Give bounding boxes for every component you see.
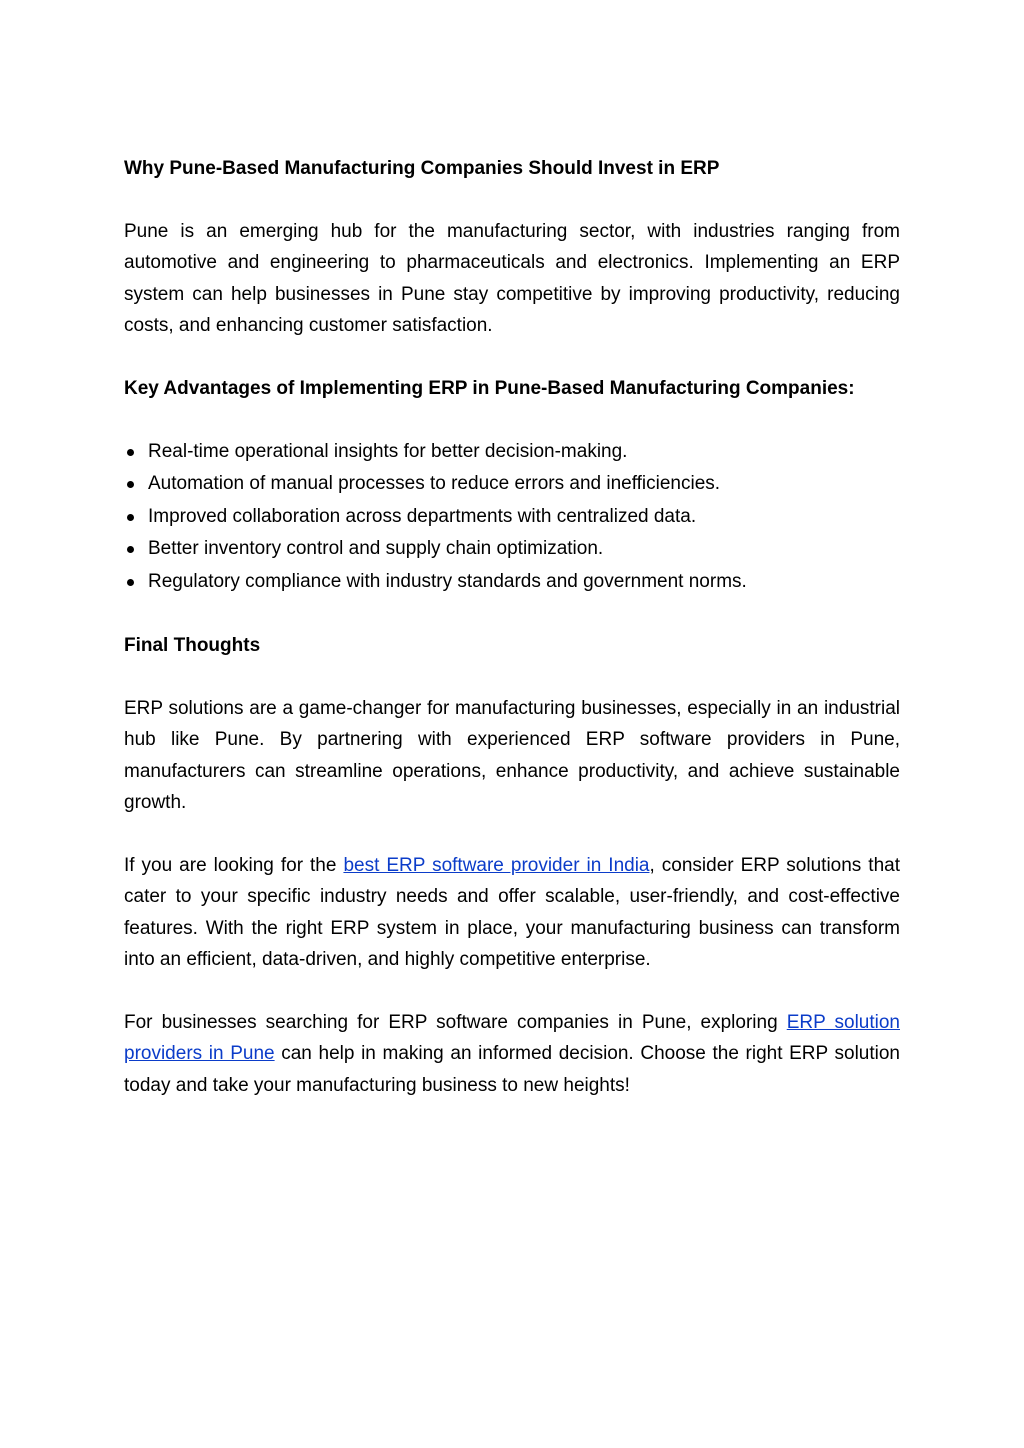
spacer xyxy=(124,341,900,372)
spacer xyxy=(124,661,900,692)
paragraph-text: If you are looking for the xyxy=(124,854,344,876)
pune-provider-paragraph xyxy=(124,1007,900,1101)
india-provider-paragraph xyxy=(124,850,900,976)
list-item xyxy=(124,436,900,469)
bullet-icon xyxy=(127,481,134,488)
spacer xyxy=(124,599,900,630)
list-item-text: Improved collaboration across departments with centralized data. xyxy=(148,505,697,527)
list-item xyxy=(124,501,900,534)
list-item xyxy=(124,566,900,599)
bullet-icon xyxy=(127,449,134,456)
bullet-icon xyxy=(127,514,134,521)
list-item xyxy=(124,468,900,501)
document-page xyxy=(124,153,900,1101)
best-erp-provider-india-link[interactable]: best ERP software provider in India xyxy=(343,854,650,876)
list-item-text: Better inventory control and supply chain optimization. xyxy=(148,538,604,560)
final-paragraph: ERP solutions are a game-changer for manufacturing businesses, especially in an industrial hub like Pune. By partnering with experienced ERP software providers in Pune, manufacturers can streamline operations, enhance productivity, and achieve sustainable growth. xyxy=(124,697,900,813)
advantages-heading: Key Advantages of Implementing ERP in Pune-Based Manufacturing Companies: xyxy=(124,377,855,399)
paragraph-text: , consider ERP solutions that cater to your specific industry needs and offer scalable, user-friendly, and cost-effective features. With the right ERP system in place, your manufacturing business can transform into an efficient, data-driven, and highly competitive enterprise. xyxy=(124,854,900,970)
intro-paragraph: Pune is an emerging hub for the manufacturing sector, with industries ranging from automotive and engineering to pharmaceuticals and electronics. Implementing an ERP system can help businesses in Pune stay competitive by improving productivity, reducing costs, and enhancing customer satisfaction. xyxy=(124,220,900,337)
list-item-text: Automation of manual processes to reduce errors and inefficiencies. xyxy=(148,473,721,495)
paragraph-text: For businesses searching for ERP software companies in Pune, exploring xyxy=(124,1011,787,1033)
bullet-icon xyxy=(127,579,134,586)
list-item-text: Regulatory compliance with industry standards and government norms. xyxy=(148,570,747,592)
erp-solution-providers-pune-link[interactable]: ERP solution providers in Pune xyxy=(124,1011,900,1065)
list-item-text: Real-time operational insights for better decision-making. xyxy=(148,440,628,462)
advantages-list xyxy=(124,436,900,599)
paragraph-text: can help in making an informed decision. Choose the right ERP solution today and take your manufacturing business to new heights! xyxy=(124,1043,900,1096)
spacer xyxy=(124,184,900,215)
list-item xyxy=(124,533,900,566)
document-title: Why Pune-Based Manufacturing Companies Should Invest in ERP xyxy=(124,158,720,179)
spacer xyxy=(124,818,900,849)
bullet-icon xyxy=(127,546,134,553)
spacer xyxy=(124,975,900,1006)
spacer xyxy=(124,404,900,435)
final-heading: Final Thoughts xyxy=(124,634,261,656)
